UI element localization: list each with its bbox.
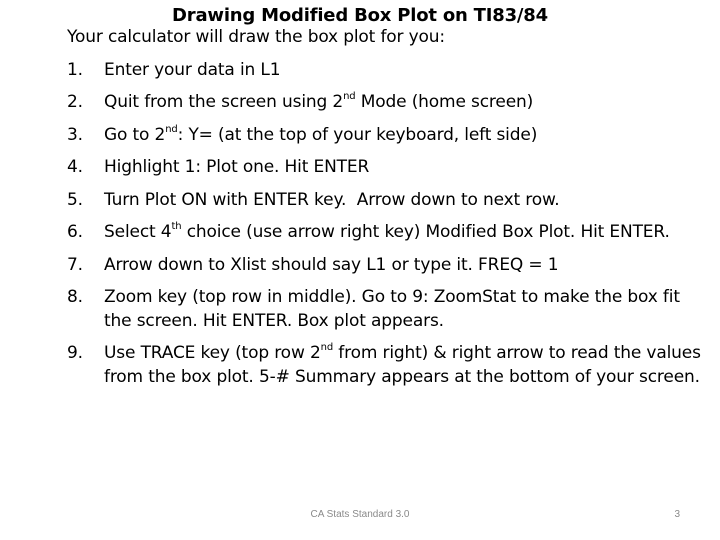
- step-text-start: Go to 2: [104, 124, 166, 145]
- step-item: [67, 59, 707, 83]
- intro-text: Your calculator will draw the box plot for you:: [67, 27, 445, 47]
- slide-body: [67, 26, 707, 398]
- step-item: [67, 189, 707, 213]
- step-item: [67, 221, 707, 245]
- step-number: 8.: [67, 287, 83, 307]
- page-number: 3: [674, 509, 680, 520]
- step-superscript: nd: [343, 91, 356, 103]
- step-text-start: Select 4: [104, 222, 172, 242]
- step-text-start: Use TRACE key (top row 2: [104, 343, 321, 363]
- step-superscript: nd: [165, 123, 178, 135]
- step-text: Highlight 1: Plot one. Hit ENTER: [104, 157, 370, 177]
- step-text: Turn Plot ON with ENTER key. Arrow down to next row.: [104, 189, 560, 210]
- step-number: 1.: [67, 59, 83, 80]
- step-text-end: from right) & right arrow to read the values from the box plot. 5-# Summary appears at the bottom of your screen.: [104, 343, 701, 387]
- step-number: 5.: [67, 189, 83, 210]
- step-superscript: nd: [320, 342, 334, 354]
- step-number: 9.: [67, 343, 83, 363]
- step-number: 2.: [67, 92, 83, 112]
- step-number: 4.: [67, 157, 83, 177]
- step-text: Arrow down to Xlist should say L1 or type it. FREQ = 1: [104, 254, 559, 275]
- step-item: [67, 254, 707, 278]
- footer-text: CA Stats Standard 3.0: [310, 509, 410, 520]
- slide-title: Drawing Modified Box Plot on TI83/84: [172, 5, 548, 26]
- step-item: [67, 124, 707, 148]
- step-item: [67, 342, 707, 389]
- step-number: 3.: [67, 124, 83, 145]
- step-item: [67, 156, 707, 180]
- steps-list: [67, 59, 707, 390]
- step-text: Zoom key (top row in middle). Go to 9: ZoomStat to make the box fit the screen. Hit ENTER. Box plot appears.: [104, 287, 680, 331]
- step-superscript: th: [171, 221, 182, 233]
- step-number: 6.: [67, 222, 83, 242]
- step-item: [67, 286, 707, 333]
- step-text-end: choice (use arrow right key) Modified Box Plot. Hit ENTER.: [181, 222, 670, 242]
- step-number: 7.: [67, 254, 83, 275]
- step-text: Enter your data in L1: [104, 59, 281, 80]
- step-text-end: : Y= (at the top of your keyboard, left side): [177, 124, 538, 145]
- step-text-start: Quit from the screen using 2: [104, 92, 344, 112]
- step-item: [67, 91, 707, 115]
- step-text-end: Mode (home screen): [355, 92, 534, 112]
